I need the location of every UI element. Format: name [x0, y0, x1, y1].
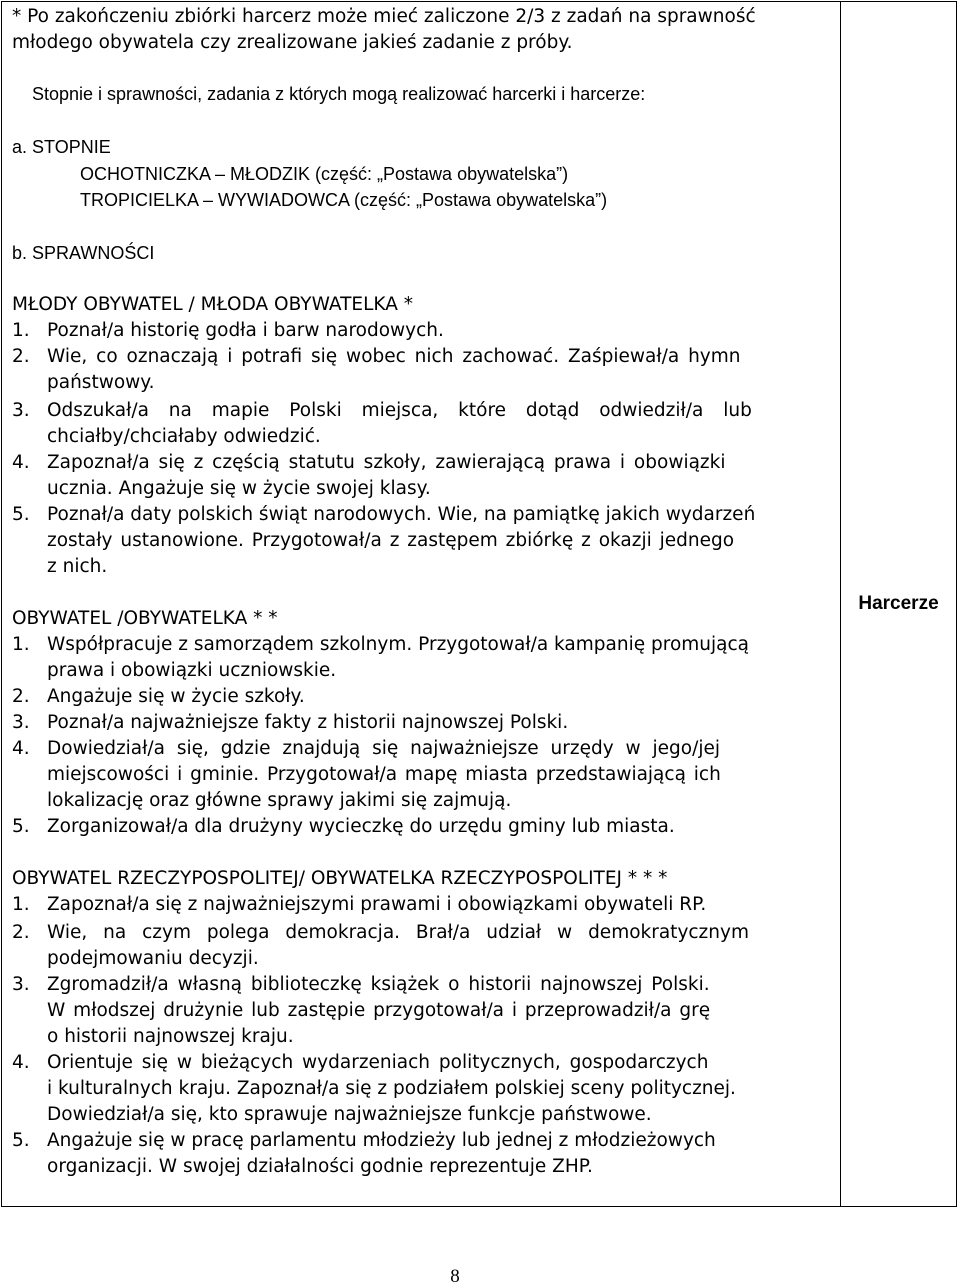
- sprawnosci-label: b. SPRAWNOŚCI: [12, 243, 155, 263]
- s1-item5-line2: zostały ustanowione. Przygotował/a z zastępem zbiórkę z okazji jednego: [47, 530, 735, 551]
- s2-item5-line1: Zorganizował/a dla drużyny wycieczkę do urzędu gminy lub miasta.: [47, 816, 675, 837]
- s2-item3-num: 3.: [12, 712, 30, 733]
- s3-item1-line1: Zapoznał/a się z najważniejszymi prawami i obowiązkami obywateli RP.: [47, 894, 707, 915]
- section3-title: OBYWATEL RZECZYPOSPOLITEJ/ OBYWATELKA RZECZYPOSPOLITEJ * * *: [12, 868, 668, 889]
- s2-item4-line2: miejscowości i gminie. Przygotował/a mapę miasta przedstawiającą ich: [47, 764, 721, 785]
- s3-item2-line2: podejmowaniu decyzji.: [47, 948, 259, 969]
- s3-item1-num: 1.: [12, 894, 30, 915]
- s1-item5-num: 5.: [12, 504, 30, 525]
- stopnie-line-1: OCHOTNICZKA – MŁODZIK (część: „Postawa obywatelska”): [80, 164, 569, 184]
- s1-item3-line1: Odszukał/a na mapie Polski miejsca, które dotąd odwiedził/a lub: [47, 400, 752, 421]
- s2-item5-num: 5.: [12, 816, 30, 837]
- target-group-label: Harcerze: [858, 593, 939, 614]
- s1-item3-line2: chciałby/chciałaby odwiedzić.: [47, 426, 321, 447]
- heading: Stopnie i sprawności, zadania z których mogą realizować harcerki i harcerze:: [32, 84, 646, 104]
- s1-item2-num: 2.: [12, 346, 30, 367]
- s2-item4-line1: Dowiedział/a się, gdzie znajdują się najważniejsze urzędy w jego/jej: [47, 738, 721, 759]
- s1-item4-line2: ucznia. Angażuje się w życie swojej klasy.: [47, 478, 431, 499]
- s3-item5-num: 5.: [12, 1130, 30, 1151]
- section1-title: MŁODY OBYWATEL / MŁODA OBYWATELKA *: [12, 294, 413, 315]
- s2-item2-line1: Angażuje się w życie szkoły.: [47, 686, 305, 707]
- s2-item2-num: 2.: [12, 686, 30, 707]
- content-table: [1, 1, 957, 1207]
- s3-item4-num: 4.: [12, 1052, 30, 1073]
- s3-item4-line3: Dowiedział/a się, kto sprawuje najważniejsze funkcje państwowe.: [47, 1104, 652, 1125]
- intro-line-2: młodego obywatela czy zrealizowane jakieś zadanie z próby.: [12, 32, 573, 53]
- s1-item1-line1: Poznał/a historię godła i barw narodowych.: [47, 320, 444, 341]
- s2-item1-line1: Współpracuje z samorządem szkolnym. Przygotował/a kampanię promującą: [47, 634, 749, 655]
- s3-item3-line3: o historii najnowszej kraju.: [47, 1026, 294, 1047]
- s3-item3-line2: W młodszej drużynie lub zastępie przygotował/a i przeprowadził/a grę: [47, 1000, 711, 1021]
- s2-item1-num: 1.: [12, 634, 30, 655]
- s1-item1-num: 1.: [12, 320, 30, 341]
- s1-item5-line3: z nich.: [47, 556, 108, 577]
- s1-item5-line1: Poznał/a daty polskich świąt narodowych. Wie, na pamiątkę jakich wydarzeń: [47, 504, 756, 525]
- stopnie-line-2: TROPICIELKA – WYWIADOWCA (część: „Postawa obywatelska”): [80, 190, 608, 210]
- s1-item4-num: 4.: [12, 452, 30, 473]
- s1-item2-line2: państwowy.: [47, 372, 155, 393]
- stopnie-label: a. STOPNIE: [12, 137, 111, 157]
- s3-item3-line1: Zgromadził/a własną biblioteczkę książek o historii najnowszej Polski.: [47, 974, 710, 995]
- s3-item4-line1: Orientuje się w bieżących wydarzeniach politycznych, gospodarczych: [47, 1052, 709, 1073]
- intro-line-1: * Po zakończeniu zbiórki harcerz może mieć zaliczone 2/3 z zadań na sprawność: [12, 6, 756, 27]
- s1-item4-line1: Zapoznał/a się z częścią statutu szkoły, zawierającą prawa i obowiązki: [47, 452, 726, 473]
- s1-item2-line1: Wie, co oznaczają i potrafi się wobec nich zachować. Zaśpiewał/a hymn: [47, 346, 741, 367]
- target-group-column: [841, 2, 956, 1206]
- s1-item3-num: 3.: [12, 400, 30, 421]
- s2-item4-num: 4.: [12, 738, 30, 759]
- s2-item1-line2: prawa i obowiązki uczniowskie.: [47, 660, 337, 681]
- s3-item5-line1: Angażuje się w pracę parlamentu młodzieży lub jednej z młodzieżowych: [47, 1130, 716, 1151]
- s3-item5-line2: organizacji. W swojej działalności godnie reprezentuje ZHP.: [47, 1156, 593, 1177]
- section2-title: OBYWATEL /OBYWATELKA * *: [12, 608, 278, 629]
- page-number: 8: [450, 1266, 460, 1287]
- s3-item4-line2: i kulturalnych kraju. Zapoznał/a się z podziałem polskiej sceny politycznej.: [47, 1078, 736, 1099]
- s3-item2-num: 2.: [12, 922, 30, 943]
- s3-item2-line1: Wie, na czym polega demokracja. Brał/a udział w demokratycznym: [47, 922, 749, 943]
- s3-item3-num: 3.: [12, 974, 30, 995]
- s2-item4-line3: lokalizację oraz główne sprawy jakimi się zajmują.: [47, 790, 512, 811]
- s2-item3-line1: Poznał/a najważniejsze fakty z historii najnowszej Polski.: [47, 712, 569, 733]
